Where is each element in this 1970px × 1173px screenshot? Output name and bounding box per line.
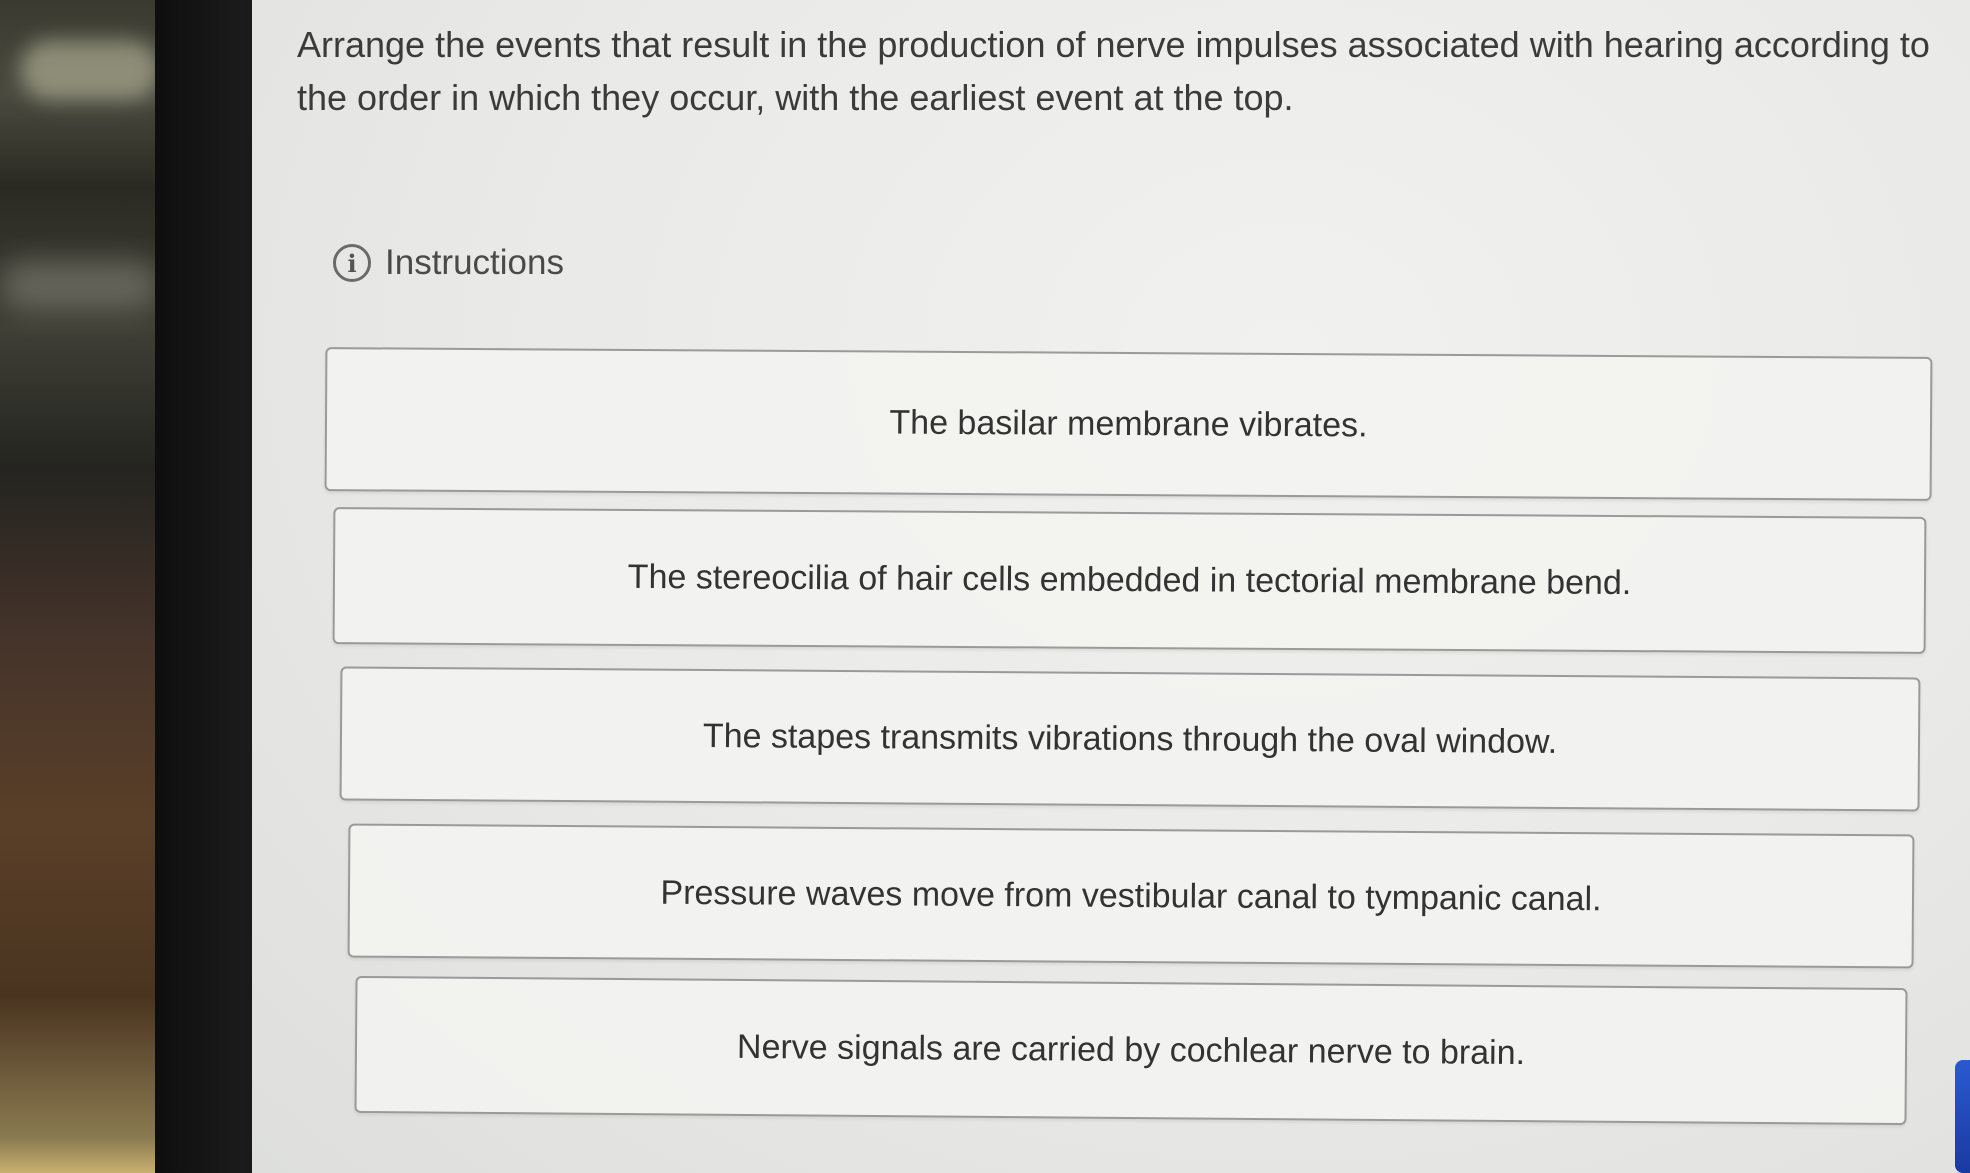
instructions-label: Instructions xyxy=(385,243,564,282)
item-label: Pressure waves move from vestibular canal to tympanic canal. xyxy=(660,873,1602,918)
item-label: The stapes transmits vibrations through the oval window. xyxy=(702,716,1558,761)
sortable-item-3[interactable] xyxy=(340,666,1921,811)
item-label: Nerve signals are carried by cochlear nerve to brain. xyxy=(736,1027,1526,1073)
item-label: The stereocilia of hair cells embedded in tectorial membrane bend. xyxy=(627,557,1632,603)
instructions-toggle[interactable] xyxy=(333,243,564,283)
sortable-item-5[interactable] xyxy=(354,976,1907,1125)
sortable-item-4[interactable] xyxy=(348,824,1915,969)
item-label: The basilar membrane vibrates. xyxy=(889,403,1368,444)
question-text: Arrange the events that result in the production of nerve impulses associated with hearing according to the order in which they occur, with the earliest event at the top. xyxy=(297,24,1930,118)
light-glare xyxy=(20,40,160,100)
sortable-item-2[interactable] xyxy=(333,507,1927,654)
screen-edge-accent xyxy=(1955,1060,1970,1173)
light-glare xyxy=(0,260,160,310)
info-icon: i xyxy=(333,244,371,282)
sortable-item-1[interactable] xyxy=(325,347,1933,501)
